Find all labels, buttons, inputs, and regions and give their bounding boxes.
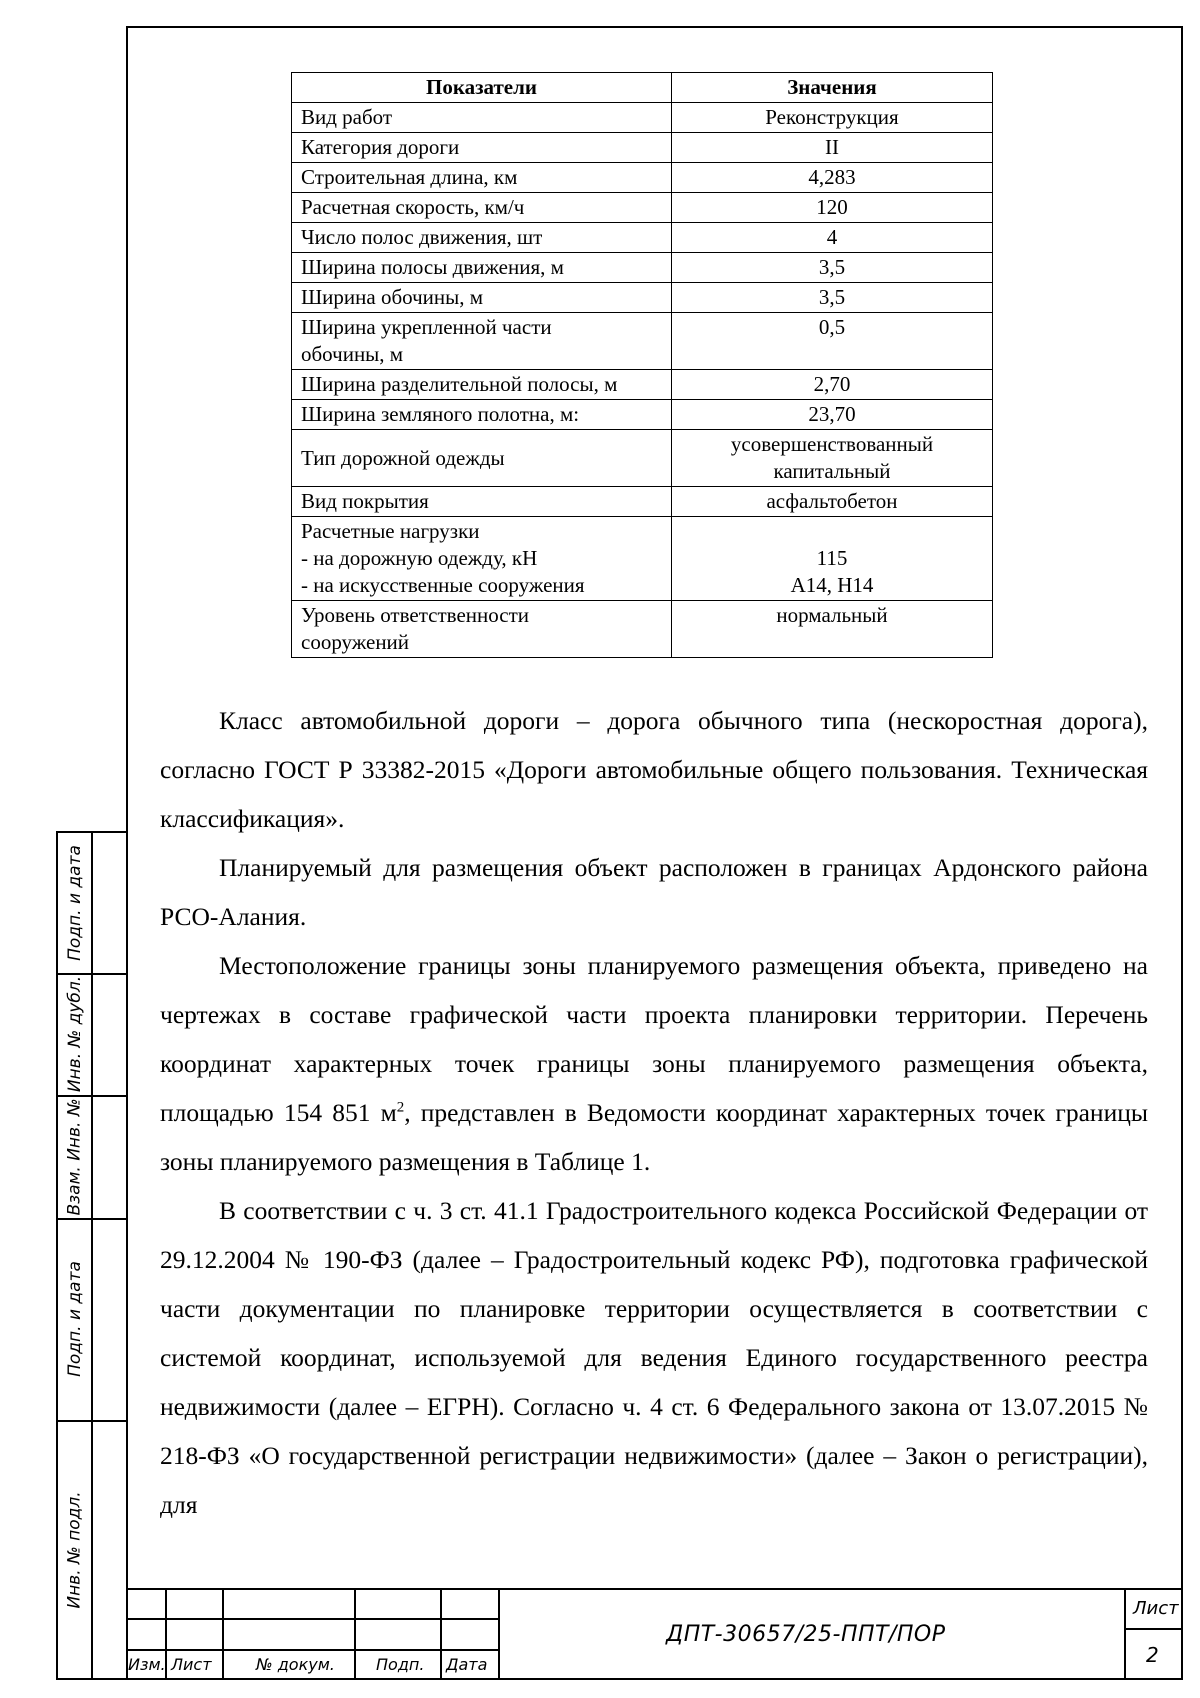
indicator-value-cell: 23,70 xyxy=(672,400,993,430)
table-row xyxy=(292,400,993,430)
sheet-label: Лист xyxy=(1133,1598,1179,1619)
table-row xyxy=(292,487,993,517)
table-row xyxy=(292,430,993,487)
table-row xyxy=(292,601,993,658)
table-row xyxy=(292,517,993,601)
tb-line xyxy=(222,1588,224,1680)
indicator-value-cell: асфальтобетон xyxy=(672,487,993,517)
table-body xyxy=(292,103,993,658)
table-row xyxy=(292,103,993,133)
table-row xyxy=(292,253,993,283)
tb-line xyxy=(440,1588,442,1680)
table-row xyxy=(292,283,993,313)
body-text xyxy=(160,696,1148,1529)
table-row xyxy=(292,193,993,223)
table-row xyxy=(292,133,993,163)
indicator-value-cell: 4,283 xyxy=(672,163,993,193)
indicator-name-cell: Тип дорожной одежды xyxy=(292,430,672,487)
indicator-name-cell: Строительная длина, км xyxy=(292,163,672,193)
table-row xyxy=(292,223,993,253)
tb-label-doc: № докум. xyxy=(256,1655,335,1674)
indicator-name-cell: Расчетные нагрузки - на дорожную одежду, кН - на искусственные сооружения xyxy=(292,517,672,601)
indicator-name-cell: Расчетная скорость, км/ч xyxy=(292,193,672,223)
tb-line xyxy=(126,1618,498,1620)
indicator-value-cell: 4 xyxy=(672,223,993,253)
tb-line xyxy=(126,1588,1183,1590)
indicator-name-cell: Уровень ответственности сооружений xyxy=(292,601,672,658)
indicator-value-cell: 3,5 xyxy=(672,253,993,283)
paragraph-text: Местоположение границы зоны планируемого размещения объекта, приведено на чертежах в составе графической части проекта планировки территории. Перечень координат характерных точек границы зоны планируемого размещения объекта, площадью 154 851 м xyxy=(160,951,1148,1127)
indicator-value-cell: Реконструкция xyxy=(672,103,993,133)
indicator-value-cell: 120 xyxy=(672,193,993,223)
sheet-number: 2 xyxy=(1146,1643,1159,1667)
tb-label-sign: Подп. xyxy=(376,1655,425,1674)
indicator-value-cell: 2,70 xyxy=(672,370,993,400)
tb-label-change: Изм. xyxy=(128,1655,166,1674)
tb-label-sheet: Лист xyxy=(171,1655,212,1674)
tb-line xyxy=(126,1649,498,1651)
table-row xyxy=(292,313,993,370)
header-values: Значения xyxy=(672,73,993,103)
indicator-name-cell: Ширина полосы движения, м xyxy=(292,253,672,283)
indicators-table xyxy=(291,72,993,658)
indicator-name-cell: Ширина укрепленной части обочины, м xyxy=(292,313,672,370)
indicator-value-cell: 0,5 xyxy=(672,313,993,370)
document-code: ДПТ-30657/25-ППТ/ПОР xyxy=(666,1622,946,1647)
indicator-name-cell: Число полос движения, шт xyxy=(292,223,672,253)
strip-divider xyxy=(91,833,93,1678)
tb-label-date: Дата xyxy=(446,1655,488,1674)
indicator-name-cell: Категория дороги xyxy=(292,133,672,163)
strip-label-sign-date-2: Подп. и дата xyxy=(65,1261,85,1377)
table-row xyxy=(292,370,993,400)
paragraph: Класс автомобильной дороги – дорога обычного типа (нескоростная дорога), согласно ГОСТ Р 33382-2015 «Дороги автомобильные общего пользования. Техническая классификация». xyxy=(160,706,1148,833)
strip-label-sign-date: Подп. и дата xyxy=(65,845,85,961)
table-header-row xyxy=(292,73,993,103)
indicator-value-cell: нормальный xyxy=(672,601,993,658)
tb-line xyxy=(498,1588,500,1680)
paragraph xyxy=(160,941,1148,1186)
indicator-name-cell: Вид покрытия xyxy=(292,487,672,517)
strip-label-original-inv: Инв. № подл. xyxy=(65,1491,86,1609)
paragraph-text: , представлен в Ведомости координат характерных точек границы зоны планируемого размещения в Таблице 1. xyxy=(160,1098,1148,1176)
indicator-name-cell: Ширина разделительной полосы, м xyxy=(292,370,672,400)
indicator-value-cell: 115 А14, Н14 xyxy=(672,517,993,601)
strip-label-dup-inv: Инв. № дубл. xyxy=(65,975,85,1093)
header-indicators: Показатели xyxy=(292,73,672,103)
superscript: 2 xyxy=(396,1099,405,1116)
indicator-name-cell: Ширина обочины, м xyxy=(292,283,672,313)
strip-label-replace-inv: Взам. Инв. № xyxy=(65,1097,85,1216)
tb-line xyxy=(354,1588,356,1680)
indicator-value-cell: 3,5 xyxy=(672,283,993,313)
stamp-strip xyxy=(56,831,126,1680)
indicator-value-cell: усовершенствованный капитальный xyxy=(672,430,993,487)
paragraph: Планируемый для размещения объект расположен в границах Ардонского района РСО-Алания. xyxy=(160,853,1148,931)
paragraph: В соответствии с ч. 3 ст. 41.1 Градостроительного кодекса Российской Федерации от 29.12.2004 № 190-ФЗ (далее – Градостроительный кодекс РФ), подготовка графической части документации по планировке территории осуществляется в соответствии с системой координат, используемой для ведения Единого государственного реестра недвижимости (далее – ЕГРН). Согласно ч. 4 ст. 6 Федерального закона от 13.07.2015 № 218-ФЗ «О государственной регистрации недвижимости» (далее – Закон о регистрации), для xyxy=(160,1196,1148,1519)
indicator-name-cell: Вид работ xyxy=(292,103,672,133)
indicator-name-cell: Ширина земляного полотна, м: xyxy=(292,400,672,430)
indicator-value-cell: II xyxy=(672,133,993,163)
title-block xyxy=(126,1588,1183,1680)
table-row xyxy=(292,163,993,193)
